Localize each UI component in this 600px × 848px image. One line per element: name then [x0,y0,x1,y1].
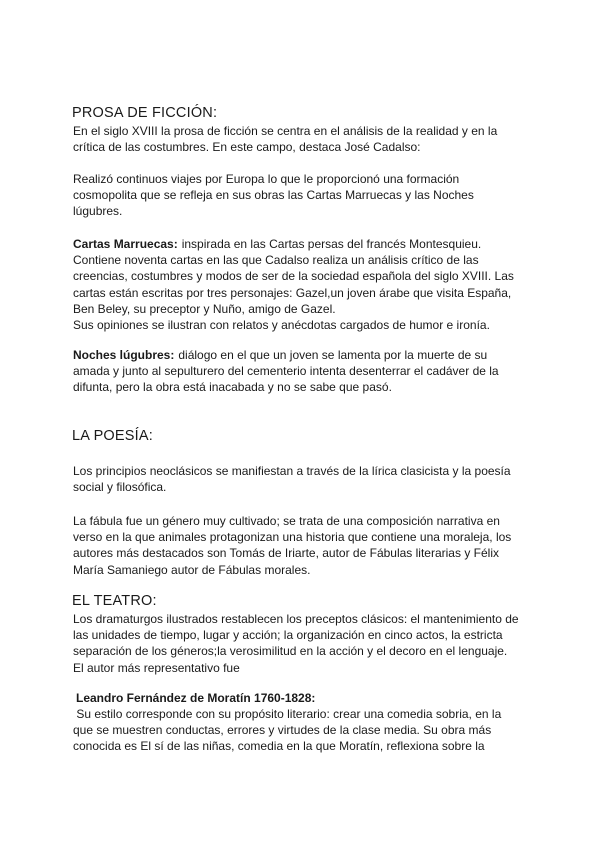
cartas-marruecas-note: Sus opiniones se ilustran con relatos y anécdotas cargados de humor e ironía. [73,318,490,333]
paragraph-moratin [73,706,521,755]
heading-prosa: PROSA DE FICCIÓN: [72,105,218,121]
paragraph-cartas-marruecas [73,236,521,333]
poesia-principios-text: Los principios neoclásicos se manifiestan a través de la lírica clasicista y la poesía social y filosófica. [73,464,511,495]
paragraph-poesia-principios [73,463,521,495]
prosa-intro-text: En el siglo XVIII la prosa de ficción se centra en el análisis de la realidad y en la crítica de las costumbres. En este campo, destaca José Cadalso: [73,124,498,155]
heading-poesia: LA POESÍA: [72,428,153,444]
cartas-marruecas-title: Cartas Marruecas: [73,237,178,251]
heading-teatro: EL TEATRO: [72,593,157,609]
heading-moratin [76,690,524,706]
paragraph-teatro-preceptos [73,611,521,676]
fabula-text: La fábula fue un género muy cultivado; se trata de una composición narrativa en verso en la que animales protagonizan una historia que contiene una moraleja, los autores más destacados son Tomás de Iriarte, autor de Fábulas literarias y Félix María Samaniego autor de Fábulas morales. [73,514,512,577]
moratin-body: Su estilo corresponde con su propósito literario: crear una comedia sobria, en la que se muestren conductas, errores y virtudes de la clase media. Su obra más conocida es El sí de las niñas, comedia en la que Moratín, reflexiona sobre la [73,707,505,754]
noches-lugubres-body: diálogo en el que un joven se lamenta por la muerte de su amada y junto al sepulturero del cementerio intenta desenterrar el cadáver de la difunta, pero la obra está inacabada y no se sabe que pasó. [73,348,499,395]
paragraph-noches-lugubres [73,347,521,396]
teatro-preceptos-text: Los dramaturgos ilustrados restablecen los preceptos clásicos: el mantenimiento de las unidades de tiempo, lugar y acción; la organización en cinco actos, la estricta separación de los géneros;la verosimilitud en la acción y el decoro en el lenguaje. El autor más representativo fue [73,612,519,675]
paragraph-prosa-intro [73,123,521,155]
noches-lugubres-text [73,347,521,396]
paragraph-cadalso-bio [73,171,521,220]
paragraph-fabula [73,513,521,578]
cartas-marruecas-text [73,236,521,317]
cadalso-bio-text: Realizó continuos viajes por Europa lo que le proporcionó una formación cosmopolita que se refleja en sus obras las Cartas Marruecas y las Noches lúgubres. [73,172,474,219]
cartas-marruecas-body: inspirada en las Cartas persas del francés Montesquieu. Contiene noventa cartas en las que Cadalso realiza un análisis crítico de las creencias, costumbres y modos de ser de la sociedad española del siglo XVIII. Las cartas están escritas por tres personajes: Gazel,un joven árabe que visita España, Ben Beley, su preceptor y Nuño, amigo de Gazel. [73,237,514,316]
noches-lugubres-title: Noches lúgubres: [73,348,175,362]
moratin-title: Leandro Fernández de Moratín 1760-1828: [76,691,316,705]
